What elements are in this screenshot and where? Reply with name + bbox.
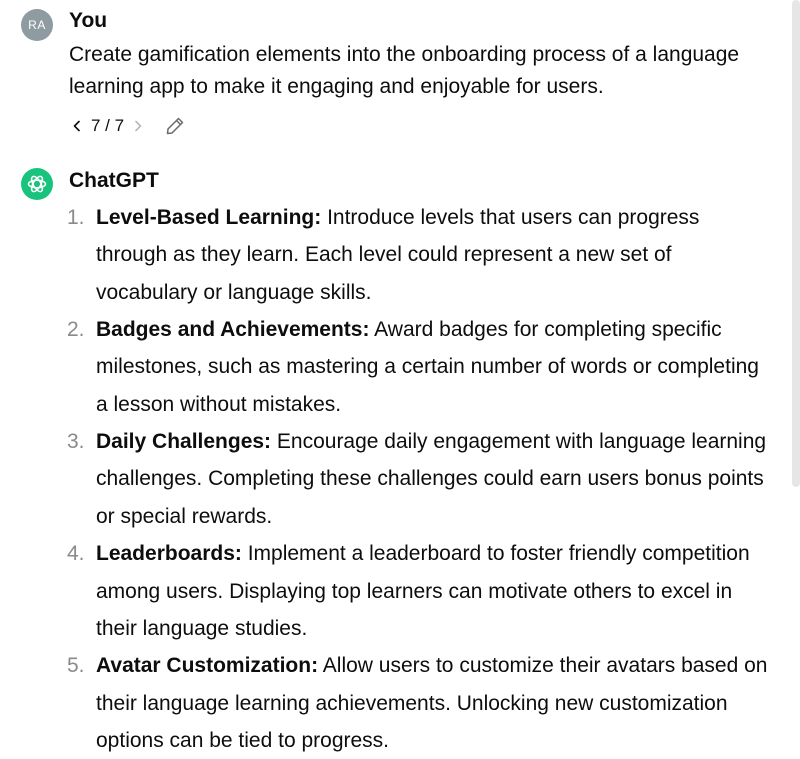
pencil-icon[interactable] — [164, 115, 186, 137]
list-item-number: 4. — [67, 542, 85, 566]
list-item — [67, 199, 772, 311]
user-avatar-initials: RA — [28, 18, 46, 32]
message-pager — [69, 112, 186, 140]
list-item-number: 5. — [67, 654, 85, 678]
list-item-number: 2. — [67, 318, 85, 342]
list-item-title: Daily Challenges: — [96, 430, 272, 454]
assistant-author-name: ChatGPT — [69, 169, 159, 192]
chevron-left-icon[interactable] — [69, 118, 85, 134]
list-item-text: Encourage daily engagement with language learning challenges. Completing these challenges could earn users bonus points or special rewards. — [96, 430, 767, 528]
list-item-text: Introduce levels that users can progress through as they learn. Each level could represent a new set of vocabulary or language skills. — [96, 206, 700, 304]
list-item-text: Award badges for completing specific milestones, such as mastering a certain number of words or completing a lesson without mistakes. — [96, 318, 759, 416]
list-item-text: Allow users to customize their avatars based on their language learning achievements. Unlocking new customization options can be tied to progress. — [96, 654, 768, 752]
user-avatar — [21, 9, 53, 41]
list-item — [67, 647, 772, 759]
list-item-title: Level-Based Learning: — [96, 206, 322, 229]
list-item-title: Badges and Achievements: — [96, 318, 370, 342]
scrollbar[interactable] — [792, 0, 800, 487]
chevron-right-icon[interactable] — [130, 118, 146, 134]
list-item-title: Leaderboards: — [96, 542, 242, 566]
user-message-text: Create gamification elements into the onboarding process of a language learning app to make it engaging and enjoyable for users. — [69, 43, 740, 98]
list-item — [67, 535, 772, 647]
answer-list — [67, 199, 772, 759]
list-item — [67, 311, 772, 423]
list-item-title: Avatar Customization: — [96, 654, 319, 678]
openai-logo-icon — [21, 168, 53, 200]
user-author-name: You — [69, 9, 108, 32]
pager-count: 7 / 7 — [91, 116, 125, 135]
list-item-number: 3. — [67, 430, 85, 454]
list-item-number: 1. — [67, 206, 85, 229]
list-item — [67, 423, 772, 535]
list-item-text: Implement a leaderboard to foster friendly competition among users. Displaying top learners can motivate others to excel in their language studies. — [96, 542, 750, 640]
